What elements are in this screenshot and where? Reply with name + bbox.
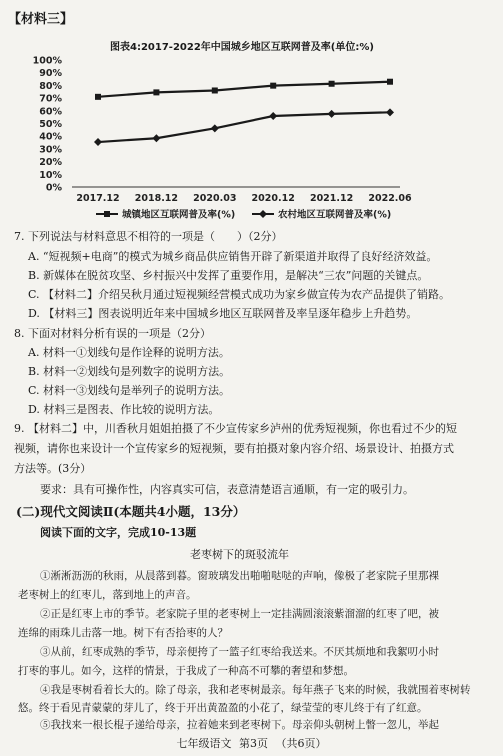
x-tick-label: 2021.12 [309, 193, 354, 204]
y-tick-label: 30% [39, 144, 62, 156]
paragraph-3-line-2: 打枣的事儿。如今，这样的情景，于我成了一种高不可攀的奢望和梦想。 [18, 665, 354, 677]
section-title: 【材料三】 [8, 12, 74, 27]
q8-option-b: B. 材料一②划线句是列数字的说明方法。 [28, 365, 231, 378]
paragraph-1-line-1: ①淅淅沥沥的秋雨，从晨落到暮。窗玻璃发出啪啪哒哒的声响，像极了老家院子里那裸 [40, 570, 439, 582]
line-chart [0, 0, 503, 232]
data-point-2 [94, 138, 102, 146]
data-point-1 [387, 79, 393, 85]
footer-page: 第3页 [239, 737, 268, 750]
paragraph-4-line-1: ④我是枣树看着长大的。除了母亲，我和老枣树最亲。每年燕子飞来的时候，我就围着枣树转 [40, 684, 471, 696]
y-tick-label: 70% [39, 93, 62, 105]
paragraph-5-line-1: ⑤我找来一根长棍子递给母亲，拉着她来到老枣树下。母亲仰头朝树上瞥一忽儿，举起 [40, 719, 439, 731]
page-footer [0, 735, 503, 751]
x-tick-label: 2018.12 [134, 193, 179, 204]
legend-label-1: 城镇地区互联网普及率(%) [122, 209, 236, 221]
y-tick-label: 0% [45, 182, 62, 194]
data-point-2 [386, 108, 394, 116]
legend-marker-2 [259, 210, 267, 218]
section-instruction: 阅读下面的文字，完成10-13题 [40, 526, 197, 539]
q8-option-d: D. 材料三是图表、作比较的说明方法。 [28, 403, 220, 416]
q7-option-d: D. 【材料三】图表说明近年来中国城乡地区互联网普及率呈逐年稳步上升趋势。 [28, 307, 418, 320]
data-point-1 [270, 83, 276, 89]
legend-label-2: 农村地区互联网普及率(%) [278, 209, 392, 221]
y-tick-label: 10% [39, 169, 62, 181]
passage-title: 老枣树下的斑驳流年 [190, 548, 289, 561]
q9-line-1: 9. 【材料二】中，川香秋月姐姐拍摄了不少宣传家乡泸州的优秀短视频，你也看过不少的短 [14, 422, 457, 435]
paragraph-1-line-2: 老枣树上的红枣儿，落到地上的声音。 [18, 589, 197, 601]
data-point-2 [328, 110, 336, 118]
x-tick-label: 2020.03 [193, 193, 237, 204]
data-point-1 [329, 81, 335, 87]
paragraph-3-line-1: ③从前，红枣成熟的季节，母亲便挎了一篮子红枣给我送来。不厌其烦地和我絮叨小时 [40, 646, 439, 658]
y-tick-label: 60% [39, 106, 62, 118]
y-tick-label: 90% [39, 68, 62, 80]
footer-subject: 七年级语文 [176, 737, 232, 750]
legend-marker-1 [104, 211, 110, 217]
q7-option-b: B. 新媒体在脱贫攻坚、乡村振兴中发挥了重要作用，是解决“三农”问题的关键点。 [28, 269, 429, 282]
x-tick-label: 2022.06 [368, 193, 412, 204]
paragraph-4-line-2: 悠。终于看见青蒙蒙的芽儿了，终于开出黄盈盈的小花了，绿莹莹的枣儿终于有了红意。 [18, 702, 428, 714]
series-line-1 [98, 82, 390, 97]
series-line-2 [98, 112, 390, 142]
q8-option-a: A. 材料一①划线句是作诠释的说明方法。 [28, 346, 230, 359]
data-point-1 [212, 87, 218, 93]
data-point-2 [269, 112, 277, 120]
data-point-1 [153, 89, 159, 95]
q7-stem: 7. 下列说法与材料意思不相符的一项是（ ）（2分） [14, 230, 283, 243]
data-point-2 [211, 124, 219, 132]
section-heading: (二)现代文阅读Ⅱ(本题共4小题，13分） [16, 504, 246, 519]
x-tick-label: 2017.12 [76, 193, 120, 204]
data-point-1 [95, 94, 101, 100]
q7-option-c: C. 【材料二】介绍吴秋月通过短视频经营模式成功为家乡做宣传为农产品提供了销路。 [28, 288, 451, 301]
paragraph-2-line-1: ②正是红枣上市的季节。老家院子里的老枣树上一定挂满圆滚滚紫溜溜的红枣了吧，被 [40, 608, 439, 620]
q8-stem: 8. 下面对材料分析有误的一项是（2分） [14, 327, 211, 340]
footer-total: （共6页） [275, 737, 327, 750]
y-tick-label: 20% [39, 157, 62, 169]
y-tick-label: 100% [32, 55, 62, 67]
q9-line-2: 视频，请你也来设计一个宣传家乡的短视频，要有拍摄对象内容介绍、场景设计、拍摄方式 [14, 442, 454, 455]
paragraph-2-line-2: 连绵的雨珠儿击落一地。树下有否拾枣的人？ [18, 627, 228, 639]
q7-option-a: A. “短视频+电商”的模式为城乡商品供应销售开辟了新渠道并取得了良好经济效益。 [28, 250, 438, 263]
y-tick-label: 50% [39, 119, 62, 130]
x-tick-label: 2020.12 [251, 193, 295, 204]
q9-line-3: 方法等。(3分） [14, 462, 92, 475]
y-tick-label: 80% [39, 80, 62, 92]
y-tick-label: 40% [39, 131, 62, 143]
q8-option-c: C. 材料一③划线句是举列子的说明方法。 [28, 384, 231, 397]
data-point-2 [152, 134, 160, 142]
q9-requirement: 要求：具有可操作性，内容真实可信，表意清楚语言通顺，有一定的吸引力。 [40, 483, 414, 496]
chart-title: 图表4:2017-2022年中国城乡地区互联网普及率(单位:%) [110, 42, 374, 53]
